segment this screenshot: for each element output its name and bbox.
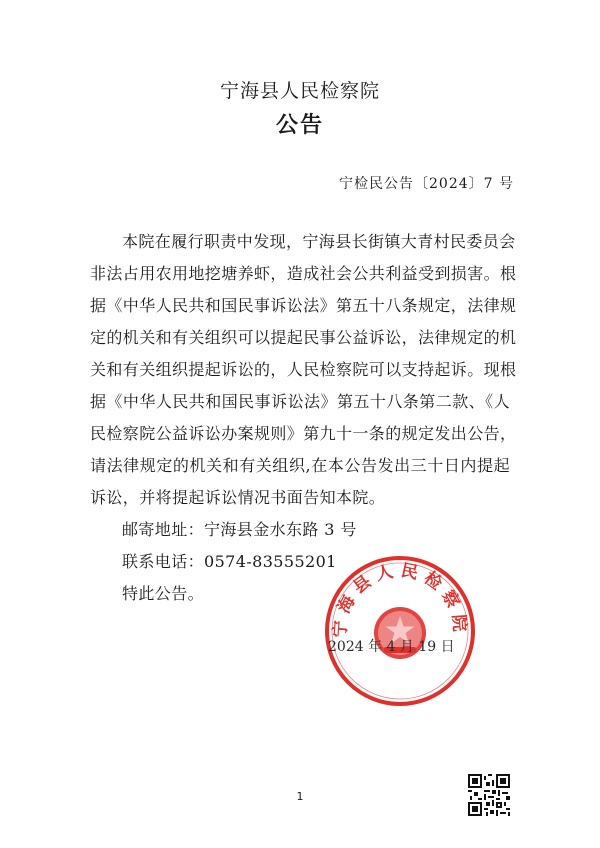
contact-phone: 联系电话：0574-83555201 — [122, 552, 337, 571]
page-number: 1 — [296, 790, 304, 803]
issuing-organization: 宁海县人民检察院 — [219, 80, 380, 102]
mailing-address: 邮寄地址：宁海县金水东路 3 号 — [122, 520, 357, 539]
document-title: 公告 — [275, 112, 324, 138]
qr-code-icon — [468, 774, 510, 816]
body-line-8: 请法律规定的机关和有关组织,在本公告发出三十日内提起 — [90, 456, 510, 475]
body-line-7: 民检察院公益诉讼办案规则》第九十一条的规定发出公告， — [90, 424, 517, 443]
body-line-3: 据《中华人民共和国民事诉讼法》第五十八条规定，法律规 — [90, 296, 517, 315]
body-line-4: 定的机关和有关组织可以提起民事公益诉讼，法律规定的机 — [90, 328, 517, 347]
body-line-5: 关和有关组织提起诉讼的，人民检察院可以支持起诉。现根 — [90, 360, 517, 379]
issue-date: 2024 年 4 月 19 日 — [328, 639, 455, 655]
body-line-2: 非法占用农用地挖塘养虾，造成社会公共利益受到损害。根 — [90, 264, 517, 283]
official-seal-stamp — [322, 553, 478, 709]
closing-remark: 特此公告。 — [122, 584, 205, 603]
body-line-9: 诉讼，并将提起诉讼情况书面告知本院。 — [90, 488, 386, 507]
seal-text: 宁海县人民检察院 — [330, 560, 470, 639]
document-number: 宁检民公告〔2024〕7 号 — [339, 176, 514, 192]
body-line-6: 据《中华人民共和国民事诉讼法》第五十八条第二款、《人 — [90, 392, 510, 411]
body-line-1: 本院在履行职责中发现，宁海县长街镇大青村民委员会 — [122, 232, 516, 251]
